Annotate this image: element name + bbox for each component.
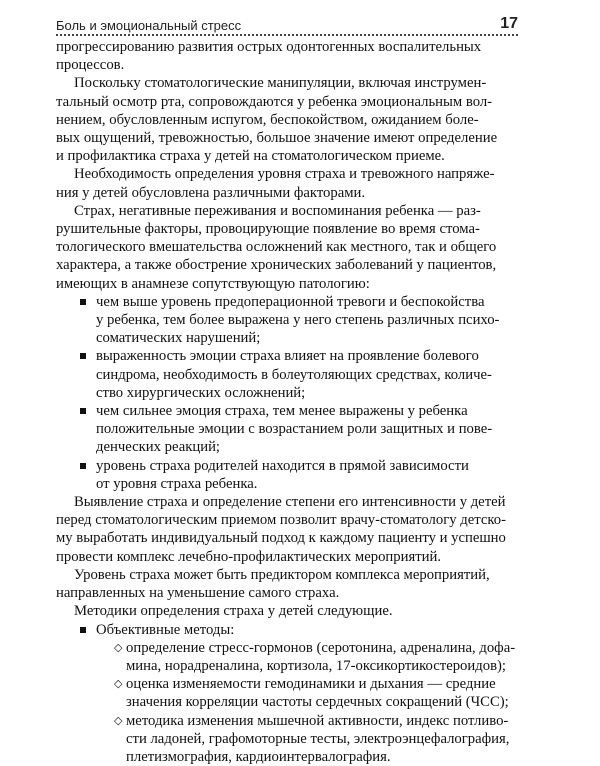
square-bullet-icon [80, 627, 86, 633]
text-line: му выработать индивидуальный подход к каждому пациенту и успешно [56, 530, 506, 547]
text-line: синдрома, необходимость в болеутоляющих средствах, количе- [96, 366, 492, 383]
methods-heading [56, 621, 518, 639]
text-line: тологического вмешательства осложнений как местного, так и общего [56, 239, 497, 256]
text-line: нением, обусловленным испугом, беспокойством, ожиданием боле- [56, 111, 479, 128]
diamond-bullet-icon: ◇ [114, 641, 123, 654]
text-line: соматических нарушений; [96, 330, 261, 347]
text-line: процессов. [56, 57, 125, 74]
text-line: плетизмография, кардиоинтервалография. [126, 748, 391, 765]
bullet-list [56, 293, 518, 493]
paragraph-2 [56, 74, 518, 165]
text-line: и профилактика страха у детей на стоматологическом приеме. [56, 148, 445, 165]
running-title: Боль и эмоциональный стресс [56, 18, 242, 33]
text-line: Объективные методы: [96, 621, 235, 638]
text-line: имеющих в анамнезе сопутствующую патологию: [56, 275, 370, 292]
text-line: уровень страха родителей находится в прямой зависимости [96, 457, 469, 474]
text-line: характера, а также обострение хронических заболеваний у пациентов, [56, 257, 497, 274]
text-line: сти ладоней, графомоторные тесты, электроэнцефалография, [126, 730, 510, 747]
sub-item [56, 675, 518, 711]
diamond-bullet-icon: ◇ [114, 678, 123, 691]
text-line: прогрессированию развития острых одонтогенных воспалительных [56, 39, 482, 55]
text-line: положительные эмоции с возрастанием роли защитных и пове- [96, 421, 493, 438]
text-line: мина, норадреналина, кортизола, 17-оксикортикостероидов); [126, 657, 506, 674]
sub-list [56, 639, 518, 766]
bullet-item [56, 293, 518, 348]
text-line: Необходимость определения уровня страха и тревожного напряже- [74, 166, 495, 183]
text-line: значения корреляции частоты сердечных сокращений (ЧСС); [126, 694, 509, 711]
text-line: вых ощущений, тревожностью, большое значение имеют определение [56, 130, 498, 147]
paragraph-7 [56, 602, 518, 620]
paragraph-3 [56, 165, 518, 201]
text-line: ния у детей обусловлена различными факторами. [56, 184, 366, 201]
paragraph-6 [56, 566, 518, 602]
text-line: тальный осмотр рта, сопровождаются у ребенка эмоциональным вол- [56, 93, 493, 110]
text-line: рушительные факторы, провоцирующие появление во время стома- [56, 221, 480, 238]
text-line: чем сильнее эмоция страха, тем менее выражены у ребенка [96, 403, 468, 420]
paragraph-5 [56, 493, 518, 566]
text-line: у ребенка, тем более выражена у него степень различных психо- [96, 312, 500, 329]
text-line: чем выше уровень предоперационной тревоги и беспокойства [96, 293, 485, 310]
text-line: определение стресс-гормонов (серотонина, адреналина, дофа- [126, 639, 516, 656]
square-bullet-icon [80, 463, 86, 469]
text-line: Выявление страха и определение степени его интенсивности у детей [74, 494, 506, 511]
sub-item [56, 639, 518, 675]
text-line: методика изменения мышечной активности, индекс потливо- [126, 712, 509, 729]
header-dotted-rule [56, 34, 518, 36]
text-line: денческих реакций; [96, 439, 221, 456]
paragraph-4 [56, 202, 518, 293]
body-text [56, 38, 518, 766]
text-line: Уровень страха может быть предиктором комплекса мероприятий, [74, 566, 490, 583]
bullet-item [56, 457, 518, 493]
bullet-item [56, 347, 518, 402]
text-line: Страх, негативные переживания и воспоминания ребенка — раз- [74, 202, 481, 219]
text-line: оценка изменяемости гемодинамики и дыхания — средние [126, 676, 496, 693]
text-line: от уровня страха ребенка. [96, 475, 258, 492]
text-line: провести комплекс лечебно-профилактических мероприятий. [56, 548, 442, 565]
square-bullet-icon [80, 299, 86, 305]
square-bullet-icon [80, 408, 86, 414]
sub-item [56, 712, 518, 766]
text-line: Поскольку стоматологические манипуляции, включая инструмен- [74, 75, 487, 92]
square-bullet-icon [80, 353, 86, 359]
running-header [56, 16, 518, 36]
diamond-bullet-icon: ◇ [114, 714, 123, 727]
page-number: 17 [500, 15, 518, 32]
text-line: ство хирургических осложнений; [96, 384, 306, 401]
bullet-item [56, 402, 518, 457]
text-line: Методики определения страха у детей следующие. [74, 603, 393, 620]
text-line: направленных на уменьшение самого страха. [56, 585, 340, 602]
text-line: перед стоматологическим приемом позволит врачу-стоматологу детско- [56, 512, 506, 529]
paragraph-1 [56, 38, 518, 74]
text-line: выраженность эмоции страха влияет на проявление болевого [96, 348, 479, 365]
